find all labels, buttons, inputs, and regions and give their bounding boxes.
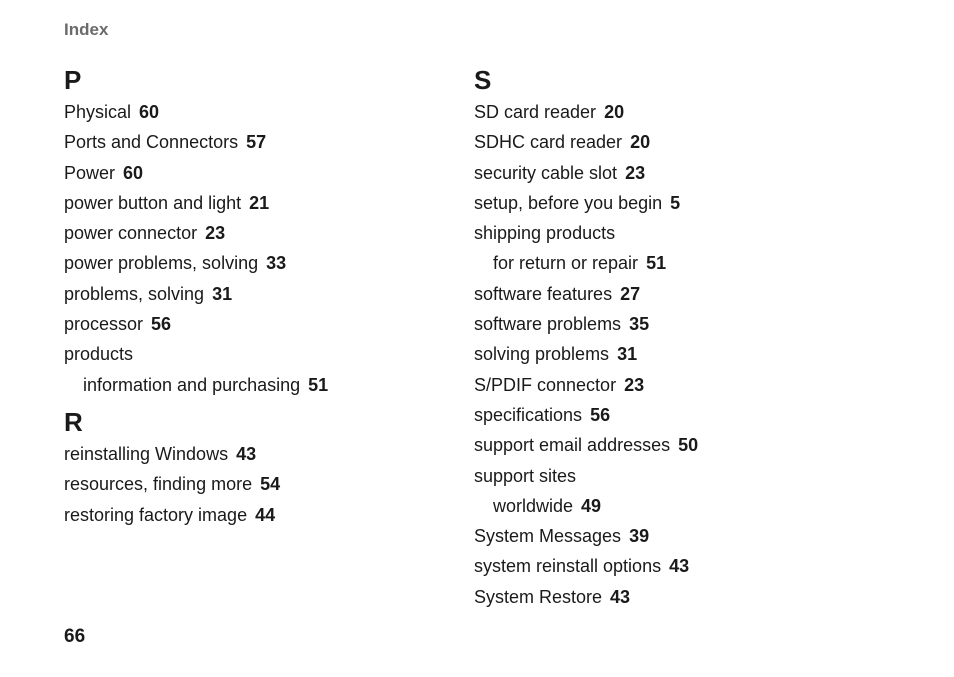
entry-page-number: 43 xyxy=(236,443,257,464)
entry-term: power connector xyxy=(64,223,198,244)
index-entry xyxy=(64,248,444,278)
entry-page-number: 23 xyxy=(625,162,646,183)
entry-term: system reinstall options xyxy=(474,556,662,577)
entry-page-number: 43 xyxy=(669,556,690,577)
entry-term: reinstalling Windows xyxy=(64,443,229,464)
entry-page-number: 35 xyxy=(629,314,650,335)
index-entry xyxy=(474,551,894,581)
entry-page-number: 56 xyxy=(151,314,172,335)
entry-term: System Messages xyxy=(474,526,622,547)
entry-page-number: 43 xyxy=(610,586,631,607)
entry-page-number: 31 xyxy=(617,344,638,365)
entry-term: Power xyxy=(64,162,116,183)
entry-term: power problems, solving xyxy=(64,253,259,274)
entry-page-number: 39 xyxy=(629,526,650,547)
index-entry xyxy=(474,400,894,430)
index-column-left xyxy=(64,64,444,530)
entry-term: processor xyxy=(64,314,144,335)
index-entry xyxy=(474,188,894,218)
index-entry xyxy=(64,127,444,157)
index-entry xyxy=(64,188,444,218)
entry-term: setup, before you begin xyxy=(474,192,663,213)
entry-page-number: 23 xyxy=(205,223,226,244)
entry-page-number: 60 xyxy=(139,102,160,122)
entry-page-number: 57 xyxy=(246,132,267,153)
entry-page-number: 20 xyxy=(604,102,625,122)
entry-term: support sites xyxy=(474,465,577,486)
index-entry xyxy=(474,370,894,400)
entry-term: solving problems xyxy=(474,344,610,365)
entry-term: restoring factory image xyxy=(64,504,248,525)
entry-term: specifications xyxy=(474,404,583,425)
entry-term: SDHC card reader xyxy=(474,132,623,153)
index-entry xyxy=(64,158,444,188)
entry-term: resources, finding more xyxy=(64,474,253,495)
entry-term: worldwide xyxy=(493,495,574,516)
index-entry xyxy=(474,521,894,551)
section-letter: S xyxy=(474,65,492,95)
entry-page-number: 23 xyxy=(624,374,645,395)
index-entry xyxy=(64,97,444,127)
entry-term: S/PDIF connector xyxy=(474,374,617,395)
index-section-s xyxy=(474,64,894,612)
entry-term: products xyxy=(64,344,134,365)
index-entry xyxy=(474,218,894,248)
section-letter: R xyxy=(64,406,83,437)
index-entry xyxy=(64,218,444,248)
index-entry xyxy=(474,430,894,460)
entry-page-number: 5 xyxy=(670,192,681,213)
index-entry xyxy=(474,279,894,309)
entry-page-number: 20 xyxy=(630,132,651,153)
entry-page-number: 21 xyxy=(249,192,270,213)
index-subentry xyxy=(474,248,894,278)
running-header: Index xyxy=(64,20,109,39)
index-column-right xyxy=(474,64,894,612)
entry-page-number: 54 xyxy=(260,474,281,495)
entry-term: shipping products xyxy=(474,223,616,244)
entry-page-number: 51 xyxy=(308,374,329,395)
entry-term: power button and light xyxy=(64,192,242,213)
entry-term: System Restore xyxy=(474,586,603,607)
entry-page-number: 27 xyxy=(620,283,641,304)
entry-list xyxy=(64,439,444,530)
entry-term: information and purchasing xyxy=(83,374,301,395)
index-section-p xyxy=(64,64,444,400)
index-entry xyxy=(64,309,444,339)
entry-term: Ports and Connectors xyxy=(64,132,239,153)
index-subentry xyxy=(64,370,444,400)
index-entry xyxy=(64,439,444,469)
entry-page-number: 31 xyxy=(212,283,233,304)
entry-page-number: 44 xyxy=(255,504,276,525)
entry-page-number: 49 xyxy=(581,495,602,516)
index-entry xyxy=(64,339,444,369)
index-entry xyxy=(474,309,894,339)
entry-page-number: 51 xyxy=(646,253,667,274)
entry-term: software features xyxy=(474,283,613,304)
index-entry xyxy=(474,461,894,491)
entry-page-number: 33 xyxy=(266,253,287,274)
entry-term: for return or repair xyxy=(493,253,639,274)
entry-page-number: 60 xyxy=(123,162,144,183)
index-entry xyxy=(474,339,894,369)
entry-list xyxy=(64,97,444,400)
section-letter: P xyxy=(64,65,82,95)
entry-page-number: 50 xyxy=(678,435,699,456)
index-entry xyxy=(474,158,894,188)
entry-term: software problems xyxy=(474,314,622,335)
index-entry xyxy=(474,582,894,612)
index-entry xyxy=(474,127,894,157)
entry-term: security cable slot xyxy=(474,162,618,183)
entry-term: SD card reader xyxy=(474,102,597,122)
index-section-r xyxy=(64,406,444,530)
index-entry xyxy=(474,97,894,127)
entry-list xyxy=(474,97,894,612)
entry-term: Physical xyxy=(64,102,132,122)
entry-term: support email addresses xyxy=(474,435,671,456)
index-subentry xyxy=(474,491,894,521)
index-entry xyxy=(64,279,444,309)
page-number: 66 xyxy=(64,626,86,647)
entry-term: problems, solving xyxy=(64,283,205,304)
index-entry xyxy=(64,469,444,499)
index-entry xyxy=(64,500,444,530)
entry-page-number: 56 xyxy=(590,404,611,425)
